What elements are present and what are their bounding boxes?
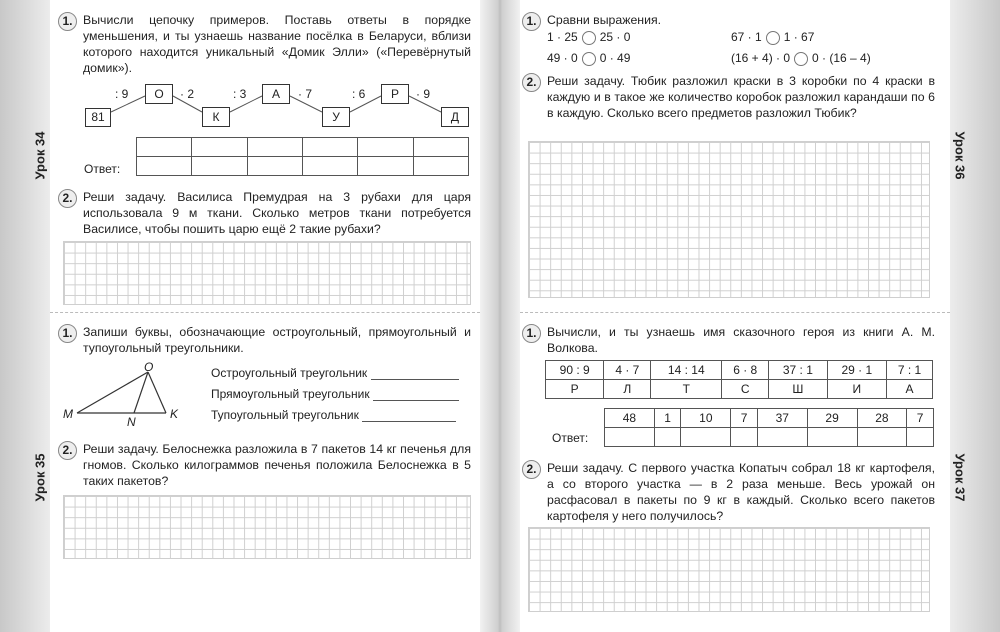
lesson-label-35: Урок 35 <box>32 453 48 502</box>
chain-letter-box: К <box>202 107 230 127</box>
triangle-type-row <box>211 408 456 422</box>
answer-number-cell: 37 <box>757 409 807 428</box>
triangle-type-label: Остроугольный треугольник <box>211 366 368 380</box>
letter-cell: А <box>887 380 933 399</box>
answer-letter-cell[interactable] <box>605 428 655 447</box>
expr-cell: 37 : 1 <box>769 361 827 380</box>
answer-letter-cell[interactable] <box>654 428 681 447</box>
chain-letter-box: А <box>262 84 290 104</box>
task-number: 2. <box>58 441 77 460</box>
expr-cell: 14 : 14 <box>651 361 722 380</box>
answer-letter-cell[interactable] <box>907 428 934 447</box>
task-number: 1. <box>522 324 541 343</box>
task-text: Реши задачу. С первого участка Копатыч собрал 18 кг картофеля, а со второго участка — в 2 раза меньше. Весь урожай он расфасовал в пакеты по 9 кг в каждый. Сколько всего пакетов картофеля у него получилось? <box>547 461 935 523</box>
lesson-label-37: Урок 37 <box>952 453 968 502</box>
letter-cell: И <box>827 380 887 399</box>
answer-letter-cell[interactable] <box>731 428 758 447</box>
task-text: Реши задачу. Василиса Премудрая на 3 рубахи для царя использовала 9 м ткани. Сколько метров ткани потребуется Василисе, чтобы пошить царю ещё 2 такие рубахи? <box>83 190 471 236</box>
answer-line[interactable] <box>362 410 456 422</box>
compare-expr: 1 · 25 25 · 0 <box>547 30 631 44</box>
answer-number-cell: 29 <box>807 409 857 428</box>
lesson-label-34: Урок 34 <box>32 131 48 180</box>
task-text: Вычисли, и ты узнаешь имя сказочного героя из книги А. М. Волкова. <box>547 325 935 355</box>
point-label: M <box>63 407 73 421</box>
letter-cell: Т <box>651 380 722 399</box>
answer-number-cell: 48 <box>605 409 655 428</box>
point-label: O <box>144 360 154 374</box>
task-text: Вычисли цепочку примеров. Поставь ответы в порядке уменьшения, и ты узнаешь название посёлка в Беларуси, вблизи которого находится уникальный «Домик Элли» («Перевёрнутый домик»). <box>83 13 471 75</box>
answer-line[interactable] <box>371 368 459 380</box>
task-number: 1. <box>58 324 77 343</box>
answer-letter-cell[interactable] <box>681 428 731 447</box>
letter-cell: Р <box>546 380 604 399</box>
answer-number-cell: 7 <box>731 409 758 428</box>
compare-circle[interactable] <box>582 52 596 66</box>
triangle-type-row <box>211 366 459 380</box>
answer-grid[interactable] <box>63 495 471 559</box>
chain-letter-box: У <box>322 107 350 127</box>
compare-expr: 67 · 1 1 · 67 <box>731 30 815 44</box>
task-number: 2. <box>58 189 77 208</box>
chain-op: · 7 <box>298 87 313 101</box>
compare-expr: 49 · 0 0 · 49 <box>547 51 631 65</box>
answer-number-cell: 1 <box>654 409 681 428</box>
chain-op: : 9 <box>115 87 129 101</box>
expr-cell: 4 · 7 <box>604 361 651 380</box>
answer-label: Ответ: <box>84 162 121 176</box>
task-text: Сравни выражения. <box>547 13 662 27</box>
triangle-type-row <box>211 387 459 401</box>
expr-cell: 6 · 8 <box>722 361 769 380</box>
task-number: 1. <box>522 12 541 31</box>
task-number: 1. <box>58 12 77 31</box>
triangle-type-label: Тупоугольный треугольник <box>211 408 359 422</box>
triangle-type-label: Прямоугольный треугольник <box>211 387 370 401</box>
answer-letter-cell[interactable] <box>757 428 807 447</box>
answer-grid[interactable] <box>528 527 930 612</box>
answer-table <box>604 408 934 447</box>
point-label: K <box>170 407 179 421</box>
compare-circle[interactable] <box>766 31 780 45</box>
chain-letter-box: Д <box>441 107 469 127</box>
chain-op: · 9 <box>416 87 431 101</box>
chain-letter-box: Р <box>381 84 409 104</box>
chain-letter-box: О <box>145 84 173 104</box>
letter-cell: Ш <box>769 380 827 399</box>
expr-cell: 90 : 9 <box>546 361 604 380</box>
task-number: 2. <box>522 460 541 479</box>
task-number: 2. <box>522 73 541 92</box>
task-text: Реши задачу. Тюбик разложил краски в 3 коробки по 4 краски в каждую и в такое же количество коробок разложил карандаши по 6 в каждую. Сколько всего предметов разложил Тюбик? <box>547 74 935 120</box>
chain-op: : 3 <box>233 87 247 101</box>
letter-cell: Л <box>604 380 651 399</box>
task-text: Реши задачу. Белоснежка разложила в 7 пакетов 14 кг печенья для гномов. Сколько килограммов печенья положила Белоснежка в 5 таких пакетов? <box>83 442 471 488</box>
answer-letter-cell[interactable] <box>807 428 857 447</box>
task-text: Запиши буквы, обозначающие остроугольный, прямоугольный и тупоугольный треугольники. <box>83 325 471 355</box>
compare-circle[interactable] <box>582 31 596 45</box>
compare-expr: (16 + 4) · 0 0 · (16 – 4) <box>731 51 871 65</box>
answer-number-cell: 7 <box>907 409 934 428</box>
expr-cell: 29 · 1 <box>827 361 887 380</box>
expr-letter-table <box>545 360 933 399</box>
answer-letter-cell[interactable] <box>857 428 907 447</box>
point-label: N <box>127 415 136 429</box>
answer-grid[interactable] <box>528 141 930 298</box>
chain-start-box: 81 <box>85 108 111 127</box>
answer-number-cell: 28 <box>857 409 907 428</box>
expr-cell: 7 : 1 <box>887 361 933 380</box>
compare-circle[interactable] <box>794 52 808 66</box>
answer-line[interactable] <box>373 389 459 401</box>
lesson-label-36: Урок 36 <box>952 131 968 180</box>
chain-op: · 2 <box>180 87 195 101</box>
answer-number-cell: 10 <box>681 409 731 428</box>
letter-cell: С <box>722 380 769 399</box>
answer-label: Ответ: <box>552 431 589 445</box>
chain-op: : 6 <box>352 87 366 101</box>
